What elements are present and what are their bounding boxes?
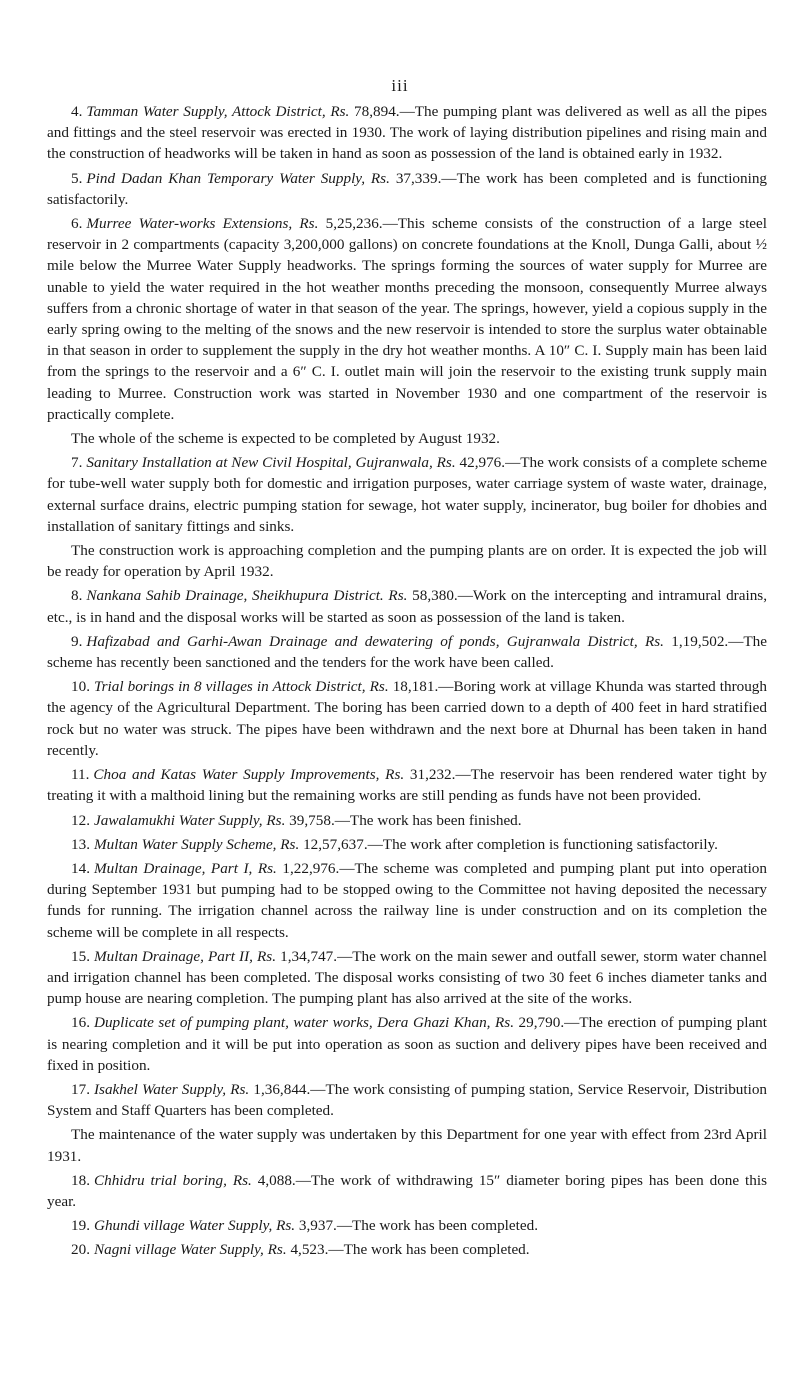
numbered-paragraph bbox=[47, 1079, 767, 1121]
paragraph-text: 18,181.—Boring work at village Khunda was started through the agency of the Agricultural Department. The boring has been carried down to a depth of 400 feet in hard stratified rock but no water was struck. The pipes have been withdrawn and the next bore at Dhurnal has been taken in hand recently. bbox=[47, 678, 767, 759]
scheme-title: Multan Drainage, Part II, Rs. bbox=[93, 947, 277, 965]
numbered-paragraph bbox=[47, 810, 767, 831]
paragraph-number: 8. bbox=[71, 587, 83, 605]
paragraph-text: 12,57,637.—The work after completion is functioning satisfactorily. bbox=[303, 835, 718, 853]
scheme-title: Duplicate set of pumping plant, water works, Dera Ghazi Khan, Rs. bbox=[93, 1014, 514, 1032]
paragraph-number: 20. bbox=[71, 1241, 90, 1259]
scheme-title: Tamman Water Supply, Attock District, Rs. bbox=[86, 103, 350, 120]
numbered-paragraph bbox=[47, 764, 767, 806]
paragraph-text: 5,25,236.—This scheme consists of the construction of a large steel reservoir in 2 compartments (capacity 3,200,000 gallons) on concrete foundations at the Knoll, Dunga Galli, about ½ mile below the Murree Water Supply headworks. The springs forming the sources of water supply for Murree are unable to yield the water required in the hot weather months preceding the monsoon, consequently Murree always suffers from a chronic shortage of water in that season of the year. The springs, however, yield a copious supply in the early spring owing to the melting of the snows and the new reservoir is intended to store the surplus water obtainable in that season in order to supplement the supply in the dry hot weather months. A 10″ C. I. Supply main has been laid from the springs to the reservoir and a 6″ C. I. outlet main will join the reservoir to the existing trunk supply main leading to Murree. Construction work was started in November 1930 and one compartment of the reservoir is practically complete. bbox=[47, 215, 768, 423]
paragraph-number: 10. bbox=[71, 678, 90, 696]
paragraph-text: 78,894.—The pumping plant was delivered as well as all the pipes and fittings and the steel reservoir was erected in 1930. The work of laying distribution pipelines and rising main and the construction of headworks will be taken in hand as soon as possession of the land is obtained early in 1932. bbox=[47, 103, 767, 163]
paragraph-number: 6. bbox=[71, 215, 83, 233]
paragraph-number: 11. bbox=[71, 766, 90, 784]
paragraph-text: 1,36,844.—The work consisting of pumping station, Service Reservoir, Distribution System and Staff Quarters has been completed. bbox=[47, 1080, 768, 1120]
scheme-title: Nankana Sahib Drainage, Sheikhupura District. Rs. bbox=[86, 587, 408, 605]
scheme-title: Murree Water-works Extensions, Rs. bbox=[86, 215, 319, 233]
paragraph-text: 1,22,976.—The scheme was completed and pumping plant put into operation during September 1931 but pumping had to be stopped owing to the Committee not having deposited the necessary funds for running. The irrigation channel across the railway line is under construction and on its completion the scheme will be complete in all respects. bbox=[47, 859, 767, 941]
paragraph-number: 18. bbox=[71, 1171, 90, 1189]
paragraph-number: 13. bbox=[71, 835, 90, 853]
paragraph-number: 17. bbox=[71, 1080, 90, 1098]
paragraph-text: 29,790.—The erection of pumping plant is nearing completion and it will be put into operation as soon as suction and delivery pipes have been received and fixed in position. bbox=[47, 1014, 767, 1074]
scheme-title: Pind Dadan Khan Temporary Water Supply, Rs. bbox=[86, 169, 390, 187]
page-number: iii bbox=[391, 76, 409, 95]
paragraph-number: 19. bbox=[71, 1217, 90, 1235]
report-body bbox=[47, 101, 767, 1264]
scheme-title: Chhidru trial boring, Rs. bbox=[93, 1171, 252, 1189]
numbered-paragraph bbox=[47, 834, 767, 855]
paragraph-text: 3,937.—The work has been completed. bbox=[298, 1217, 538, 1235]
scheme-title: Ghundi village Water Supply, Rs. bbox=[93, 1217, 296, 1235]
numbered-paragraph bbox=[47, 1215, 767, 1236]
paragraph-number: 9. bbox=[71, 632, 83, 650]
scheme-title: Jawalamukhi Water Supply, Rs. bbox=[93, 811, 286, 829]
paragraph-number: 16. bbox=[71, 1014, 90, 1032]
numbered-paragraph bbox=[47, 946, 767, 1010]
scheme-title: Isakhel Water Supply, Rs. bbox=[93, 1080, 250, 1098]
continuation-paragraph bbox=[47, 540, 767, 582]
numbered-paragraph bbox=[47, 676, 767, 761]
paragraph-text: The whole of the scheme is expected to be completed by August 1932. bbox=[71, 430, 500, 448]
paragraph-text: 39,758.—The work has been finished. bbox=[289, 811, 522, 829]
scheme-title: Trial borings in 8 villages in Attock District, Rs. bbox=[93, 678, 389, 696]
scheme-title: Choa and Katas Water Supply Improvements, Rs. bbox=[93, 766, 405, 784]
numbered-paragraph bbox=[47, 168, 767, 210]
numbered-paragraph bbox=[47, 101, 767, 165]
paragraph-text: The maintenance of the water supply was undertaken by this Department for one year with effect from 23rd April 1931. bbox=[47, 1126, 767, 1165]
paragraph-text: 1,19,502.—The scheme has recently been sanctioned and the tenders for the work have been called. bbox=[47, 632, 768, 672]
paragraph-text: 37,339.—The work has been completed and is functioning satisfactorily. bbox=[47, 169, 768, 208]
paragraph-number: 15. bbox=[71, 947, 90, 965]
numbered-paragraph bbox=[47, 213, 767, 425]
paragraph-number: 14. bbox=[71, 859, 90, 877]
scheme-title: Multan Drainage, Part I, Rs. bbox=[93, 859, 277, 877]
paragraph-text: 4,523.—The work has been completed. bbox=[290, 1241, 530, 1259]
paragraph-text: 58,380.—Work on the intercepting and intramural drains, etc., is in hand and the disposal works will be started as soon as possession of the land is taken. bbox=[47, 587, 767, 626]
numbered-paragraph bbox=[47, 1170, 767, 1212]
paragraph-text: 42,976.—The work consists of a complete scheme for tube-well water supply both for domestic and irrigation purposes, water carriage system of waste water, drainage, external surface drains, electric pumping station for sewage, hot water supply, incinerator, bug boiler for dhobies and installation of sanitary fittings and sinks. bbox=[47, 454, 767, 535]
numbered-paragraph bbox=[47, 1239, 767, 1260]
paragraph-number: 7. bbox=[71, 454, 83, 472]
scheme-title: Sanitary Installation at New Civil Hospital, Gujranwala, Rs. bbox=[86, 454, 456, 472]
continuation-paragraph bbox=[47, 1124, 767, 1166]
numbered-paragraph bbox=[47, 858, 767, 943]
scheme-title: Nagni village Water Supply, Rs. bbox=[93, 1241, 287, 1259]
paragraph-number: 5. bbox=[71, 169, 83, 187]
numbered-paragraph bbox=[47, 452, 767, 537]
paragraph-text: 31,232.—The reservoir has been rendered water tight by treating it with a malthoid lining but the remaining works are still pending as funds have not been provided. bbox=[47, 766, 767, 805]
paragraph-number: 12. bbox=[71, 811, 90, 829]
numbered-paragraph bbox=[47, 1012, 767, 1076]
numbered-paragraph bbox=[47, 585, 767, 627]
paragraph-text: The construction work is approaching completion and the pumping plants are on order. It is expected the job will be ready for operation by April 1932. bbox=[47, 542, 767, 581]
scheme-title: Hafizabad and Garhi-Awan Drainage and dewatering of ponds, Gujranwala District, Rs. bbox=[86, 632, 664, 650]
paragraph-text: 4,088.—The work of withdrawing 15″ diameter boring pipes has been done this year. bbox=[47, 1171, 767, 1210]
numbered-paragraph bbox=[47, 631, 767, 673]
scheme-title: Multan Water Supply Scheme, Rs. bbox=[93, 835, 300, 853]
paragraph-number: 4. bbox=[71, 103, 83, 120]
continuation-paragraph bbox=[47, 428, 767, 449]
paragraph-text: 1,34,747.—The work on the main sewer and outfall sewer, storm water channel and irrigation channel has been completed. The disposal works consisting of two 30 feet 6 inches diameter tanks and pump house are nearing completion. The pumping plant has also arrived at the site of the works. bbox=[47, 947, 768, 1008]
